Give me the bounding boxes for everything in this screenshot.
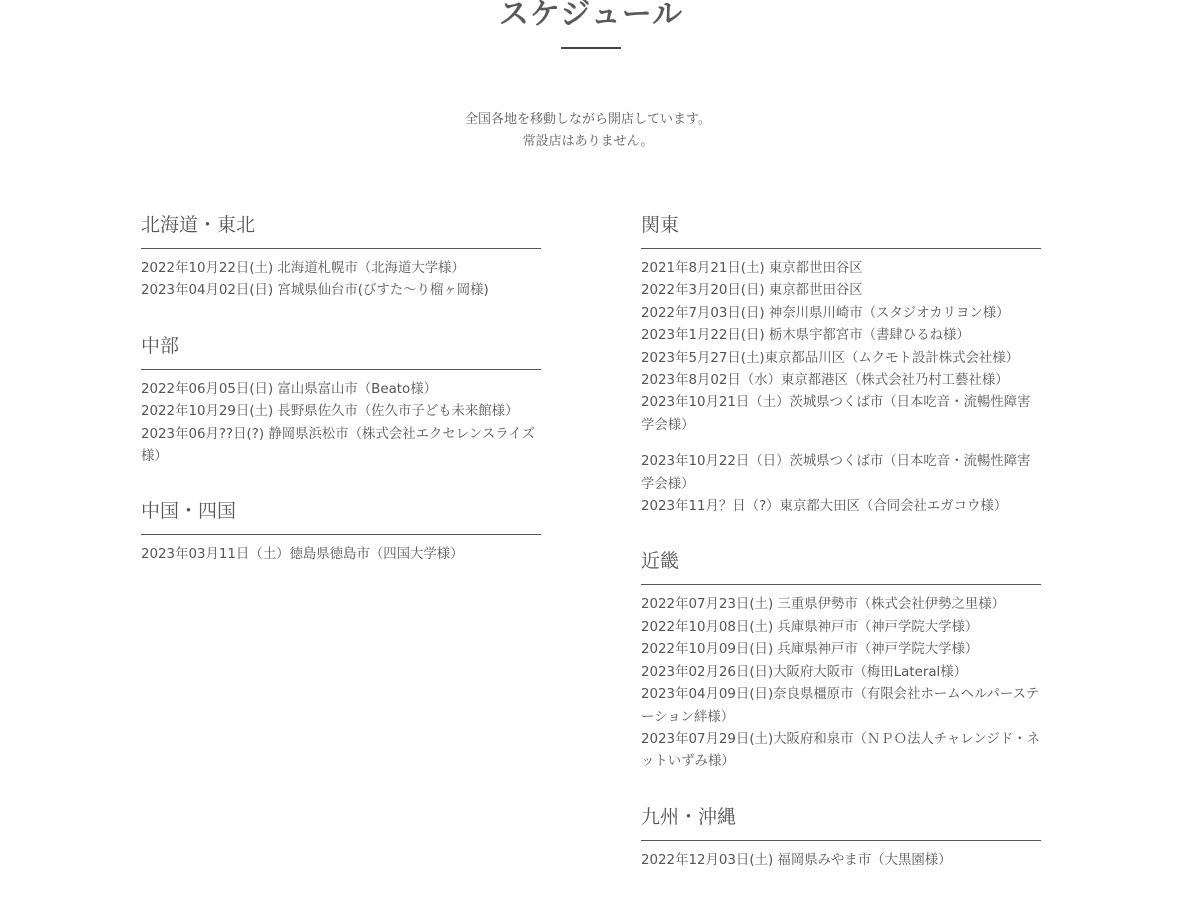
- event-item: 2023年10月22日（日）茨城県つくば市（日本吃音・流暢性障害学会様）: [641, 454, 1031, 492]
- region-title: 近畿: [641, 546, 1041, 585]
- region-hokkaido-tohoku: [141, 210, 541, 303]
- schedule-column-left: [141, 210, 541, 595]
- event-item: 2022年10月29日(土) 長野県佐久市（佐久市子ども未来館様）: [141, 404, 519, 420]
- event-list: [141, 544, 541, 566]
- region-title: 九州・沖縄: [641, 802, 1041, 841]
- event-list: [141, 258, 541, 303]
- intro-text: [0, 109, 1176, 153]
- event-item: 2022年10月09日(日) 兵庫県神戸市（神戸学院大学様）: [641, 642, 979, 658]
- event-item: 2022年06月05日(日) 富山県富山市（Beato様）: [141, 381, 438, 397]
- schedule-column-right: [641, 210, 1041, 900]
- event-item: 2023年03月11日（土）徳島県徳島市（四国大学様）: [141, 547, 464, 563]
- event-list: [641, 594, 1041, 773]
- event-item: 2023年04月09日(日)奈良県橿原市（有限会社ホームヘルパーステーション絆様）: [641, 687, 1040, 725]
- event-item: 2023年8月02日（水）東京都港区（株式会社乃村工藝社様）: [641, 373, 1009, 389]
- event-item: 2022年10月08日(土) 兵庫県神戸市（神戸学院大学様）: [641, 619, 979, 635]
- event-list: [141, 379, 541, 469]
- event-item: 2023年02月26日(日)大阪府大阪市（梅田Lateral様）: [641, 664, 968, 680]
- event-item: 2023年11月？日（?）東京都大田区（合同会社エガコウ様）: [641, 499, 1008, 515]
- event-item: 2021年8月21日(土) 東京都世田谷区: [641, 261, 863, 276]
- region-title: 北海道・東北: [141, 210, 541, 249]
- event-item: 2023年06月??日(?) 静岡県浜松市（株式会社エクセレンスライズ様）: [141, 426, 535, 465]
- event-item: 2022年07月23日(土) 三重県伊勢市（株式会社伊勢之里様）: [641, 597, 1006, 613]
- region-chugoku-shikoku: [141, 496, 541, 566]
- region-kanto: [641, 210, 1041, 518]
- event-list: [641, 850, 1041, 872]
- event-item: 2022年12月03日(土) 福岡県みやま市（大黒園様）: [641, 852, 952, 868]
- region-chubu: [141, 331, 541, 469]
- region-title: 関東: [641, 210, 1041, 249]
- region-kyushu-okinawa: [641, 802, 1041, 872]
- intro-line-2: 常設店はありません。: [522, 134, 654, 149]
- event-item: 2022年7月03日(日) 神奈川県川崎市（スタジオカリヨン様）: [641, 305, 1010, 321]
- region-kinki: [641, 546, 1041, 773]
- event-list: [641, 258, 1041, 518]
- event-item: 2023年04月02日(日) 宮城県仙台市(びすた〜り榴ヶ岡様): [141, 283, 489, 299]
- event-item: 2023年07月29日(土)大阪府和泉市（ＮＰＯ法人チャレンジド・ネットいずみ様）: [641, 731, 1040, 770]
- region-title: 中部: [141, 331, 541, 370]
- event-item: 2022年3月20日(日) 東京都世田谷区: [641, 283, 863, 299]
- page-title: スケジュール: [498, 0, 684, 32]
- intro-line-1: 全国各地を移動しながら開店しています。: [465, 112, 711, 127]
- region-title: 中国・四国: [141, 496, 541, 535]
- event-item: 2023年5月27日(土)東京都品川区（ムクモト設計株式会社様）: [641, 350, 1020, 366]
- event-item: 2022年10月22日(土) 北海道札幌市（北海道大学様）: [141, 261, 465, 276]
- event-item: 2023年10月21日（土）茨城県つくば市（日本吃音・流暢性障害学会様）: [641, 395, 1031, 433]
- title-underline: [561, 47, 621, 49]
- event-item: 2023年1月22日(日) 栃木県宇都宮市（書肆ひるね様）: [641, 328, 970, 344]
